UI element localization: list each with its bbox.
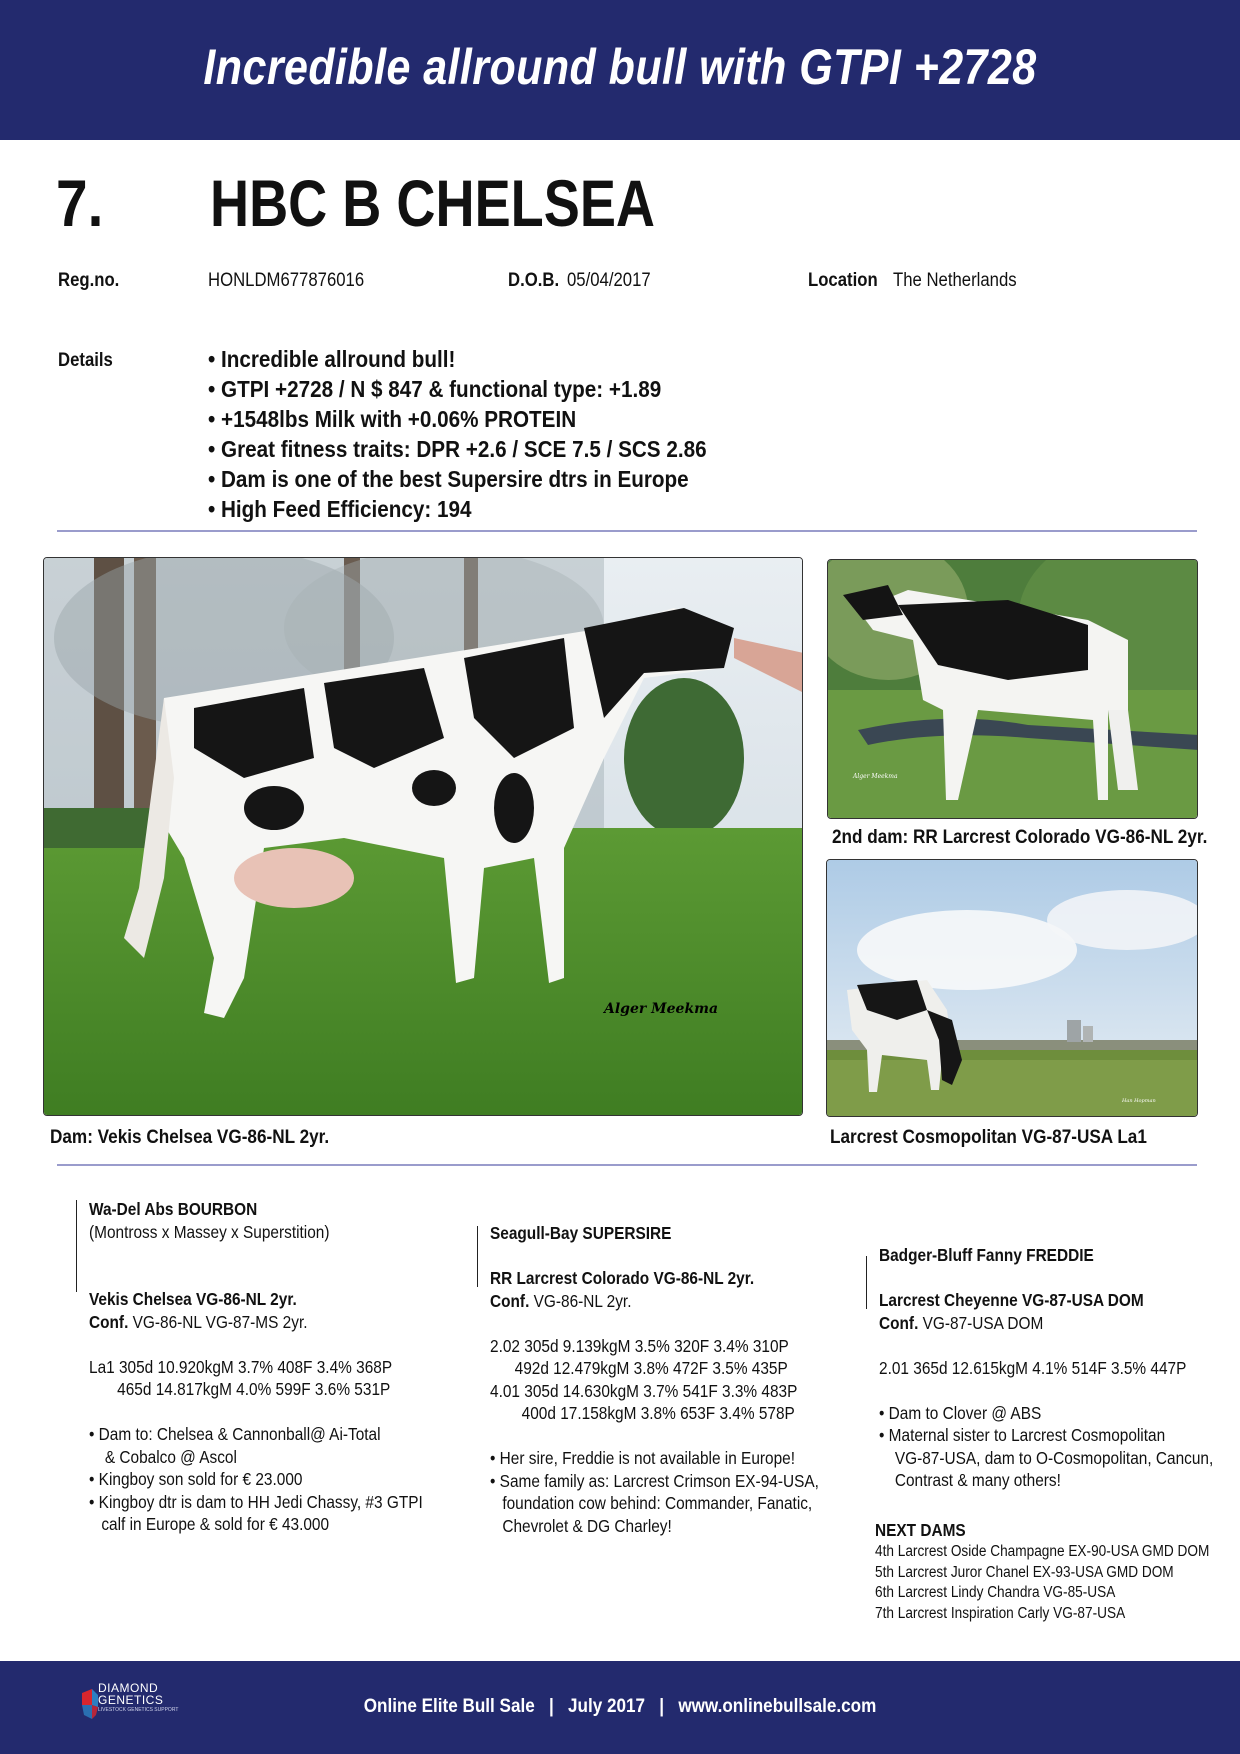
note-item: Contrast & many others! xyxy=(894,1470,1061,1490)
logo-text: DIAMOND xyxy=(98,1681,159,1695)
lactation-record: 465d 14.817kgM 4.0% 599F 3.6% 531P xyxy=(117,1379,391,1399)
lactation-record: La1 305d 10.920kgM 3.7% 408F 3.4% 368P xyxy=(89,1356,393,1377)
details-list xyxy=(208,344,775,524)
photo-credit: Alger Meekma xyxy=(853,773,898,780)
sire-name: Seagull-Bay SUPERSIRE xyxy=(490,1223,672,1243)
dam-name: Larcrest Cheyenne VG-87-USA DOM xyxy=(879,1290,1144,1310)
lot-number: 7. xyxy=(56,166,104,240)
conf-label: Conf. xyxy=(879,1312,919,1333)
bottom-right-photo xyxy=(826,859,1198,1117)
photo-credit: Han Hopman xyxy=(1122,1098,1156,1104)
note-item: VG-87-USA, dam to O-Cosmopolitan, Cancun, xyxy=(894,1447,1214,1468)
dam-name: Vekis Chelsea VG-86-NL 2yr. xyxy=(89,1289,297,1309)
note-item: foundation cow behind: Commander, Fanatic, xyxy=(502,1493,813,1513)
note-item: • Same family as: Larcrest Crimson EX-94-USA, xyxy=(490,1470,819,1491)
top-banner xyxy=(0,0,1240,140)
conf-label: Conf. xyxy=(89,1311,129,1332)
dob-label: D.O.B. xyxy=(508,270,560,291)
next-dam-item: 7th Larcrest Inspiration Carly VG-87-USA xyxy=(875,1604,1126,1622)
top-right-photo xyxy=(827,559,1198,819)
headline: Incredible allround bull with GTPI +2728 xyxy=(203,39,1037,95)
next-dam-item: 4th Larcrest Oside Champagne EX-90-USA GMD DOM xyxy=(875,1543,1210,1560)
conf-value: VG-86-NL VG-87-MS 2yr. xyxy=(132,1311,308,1332)
pedigree-col-3 xyxy=(879,1244,1213,1492)
detail-item: • Incredible allround bull! xyxy=(208,344,707,374)
next-dam-item: 5th Larcrest Juror Chanel EX-93-USA GMD DOM xyxy=(875,1563,1174,1581)
dam-name: RR Larcrest Colorado VG-86-NL 2yr. xyxy=(490,1268,755,1288)
note-item: • Maternal sister to Larcrest Cosmopolitan xyxy=(879,1425,1166,1445)
dob-value: 05/04/2017 xyxy=(567,270,651,291)
detail-item: • Dam is one of the best Supersire dtrs in Europe xyxy=(208,464,707,494)
pedigree-line xyxy=(866,1256,867,1309)
next-dam-item: 6th Larcrest Lindy Chandra VG-85-USA xyxy=(875,1584,1116,1601)
lactation-record: 2.02 305d 9.139kgM 3.5% 320F 3.4% 310P xyxy=(490,1335,789,1356)
note-item: Chevrolet & DG Charley! xyxy=(502,1515,672,1536)
sire-lineage: (Montross x Massey x Superstition) xyxy=(89,1221,330,1242)
conf-value: VG-86-NL 2yr. xyxy=(533,1290,632,1311)
footer-text: Online Elite Bull Sale | July 2017 | www.onlinebullsale.com xyxy=(363,1696,877,1717)
reg-value: HONLDM677876016 xyxy=(208,270,365,291)
lactation-record: 400d 17.158kgM 3.8% 653F 3.4% 578P xyxy=(521,1403,795,1423)
bull-name: HBC B CHELSEA xyxy=(210,166,656,240)
note-item: • Her sire, Freddie is not available in Europe! xyxy=(490,1448,796,1468)
conf-value: VG-87-USA DOM xyxy=(922,1312,1044,1333)
footer-bar xyxy=(0,1661,1240,1754)
details-label: Details xyxy=(58,350,113,371)
note-item: • Kingboy dtr is dam to HH Jedi Chassy, #3 GTPI xyxy=(89,1491,423,1512)
main-photo xyxy=(43,557,803,1116)
bottom-right-caption: Larcrest Cosmopolitan VG-87-USA La1 xyxy=(830,1126,1147,1148)
next-dams-title: NEXT DAMS xyxy=(875,1520,966,1540)
note-item: & Cobalco @ Ascol xyxy=(104,1446,237,1467)
location-label: Location xyxy=(808,270,878,291)
next-dams xyxy=(875,1518,1209,1624)
logo-tagline: LIVESTOCK GENETICS SUPPORT xyxy=(98,1707,179,1713)
pedigree-col-2 xyxy=(490,1222,819,1537)
pedigree-line xyxy=(477,1226,478,1287)
note-item: • Dam to: Chelsea & Cannonball@ Ai-Total xyxy=(89,1424,381,1444)
detail-item: • Great fitness traits: DPR +2.6 / SCE 7.5 / SCS 2.86 xyxy=(208,434,707,464)
note-item: calf in Europe & sold for € 43.000 xyxy=(101,1514,330,1534)
lactation-record: 4.01 305d 14.630kgM 3.7% 541F 3.3% 483P xyxy=(490,1380,798,1401)
lactation-record: 492d 12.479kgM 3.8% 472F 3.5% 435P xyxy=(514,1358,788,1378)
logo-text: GENETICS xyxy=(98,1693,164,1707)
sire-name: Wa-Del Abs BOURBON xyxy=(89,1199,258,1219)
detail-item: • High Feed Efficiency: 194 xyxy=(208,494,707,524)
pedigree-col-1 xyxy=(89,1198,423,1536)
sire-name: Badger-Bluff Fanny FREDDIE xyxy=(879,1245,1094,1265)
second-dam-photo xyxy=(828,560,1198,819)
reg-label: Reg.no. xyxy=(58,270,120,291)
divider-top xyxy=(57,530,1197,532)
main-photo-caption: Dam: Vekis Chelsea VG-86-NL 2yr. xyxy=(50,1126,330,1148)
detail-item: • +1548lbs Milk with +0.06% PROTEIN xyxy=(208,404,707,434)
cosmopolitan-photo xyxy=(827,860,1198,1117)
detail-item: • GTPI +2728 / N $ 847 & functional type: +1.89 xyxy=(208,374,707,404)
conf-label: Conf. xyxy=(490,1290,530,1311)
photo-credit: Alger Meekma xyxy=(604,1001,719,1017)
note-item: • Kingboy son sold for € 23.000 xyxy=(89,1469,303,1489)
location-value: The Netherlands xyxy=(893,270,1017,291)
top-right-caption: 2nd dam: RR Larcrest Colorado VG-86-NL 2yr. xyxy=(832,826,1208,848)
note-item: • Dam to Clover @ ABS xyxy=(879,1402,1042,1423)
lactation-record: 2.01 365d 12.615kgM 4.1% 514F 3.5% 447P xyxy=(879,1357,1187,1378)
dam-cow-photo xyxy=(44,558,803,1116)
divider-bottom xyxy=(57,1164,1197,1166)
pedigree-line xyxy=(76,1200,77,1292)
